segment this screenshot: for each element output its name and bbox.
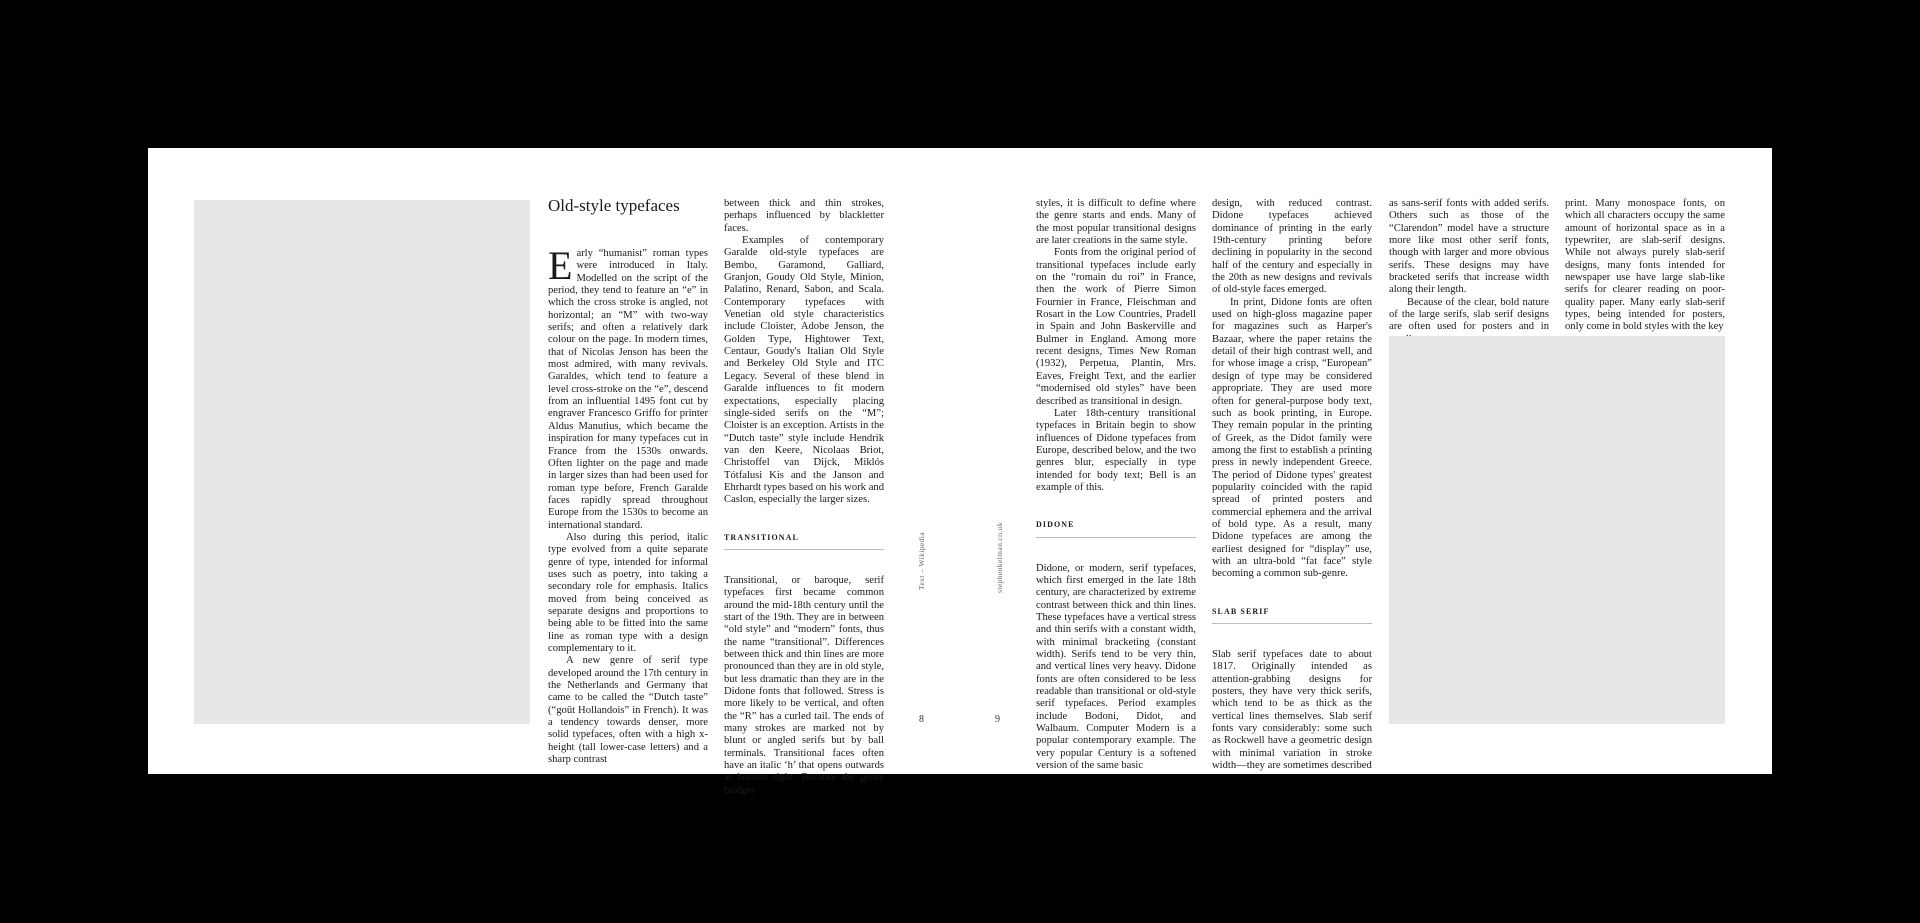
section-heading-didone: DIDONE [1036,519,1196,537]
page-number-left: 8 [919,714,924,725]
paragraph: Examples of contemporary Garalde old-style typefaces are Bembo, Garamond, Galliard, Granjon, Goudy Old Style, Minion, Palatino, Renard, Sabon, and Scala. Contemporary typefaces with Venetian old style characteristics include Cloister, Adobe Jenson, the Golden Type, Hightower Text, Centaur, Goudy's Italian Old Style and Berkeley Old Style and ITC Legacy. Several of these blend in Garalde influences to fit modern expectations, especially placing single-sided serifs on the “M”; Cloister is an exception. Artists in the “Dutch taste” style include Hendrik van den Keere, Nicolaas Briot, Christoffel van Dijck, Miklós Tótfalusi Kis and the Janson and Ehrhardt types based on his work and Caslon, especially the larger sizes. [724,235,884,506]
spine-note-left: Text – Wikipedia [917,532,926,590]
paragraph: Fonts from the original period of transitional typefaces include early on the “romain du roi” in France, then the work of Pierre Simon Fournier in France, Fleischman and Rosart in the Low Countries, Pradell in Spain and John Baskerville and Bulmer in England. Among more recent designs, Times New Roman (1932), Perpetua, Plantin, Mrs. Eaves, Freight Text, and the earlier “modernised old styles” have been described as transitional in design. [1036,247,1196,407]
paragraph: design, with reduced contrast. Didone typefaces achieved dominance of printing in the early 19th-century printing before declining in popularity in the second half of the century and especially in the 20th as new designs and revivals of old-style faces emerged. [1212,198,1372,296]
text-column-1 [548,243,708,766]
paragraph: styles, it is difficult to define where the genre starts and ends. Many of the most popular transitional designs are later creations in the same style. [1036,198,1196,247]
paragraph: print. Many monospace fonts, on which all characters occupy the same amount of horizontal space as in a typewriter, are slab-serif designs. While not always purely slab-serif designs, many fonts intended for newspaper use have large slab-like serifs for clearer reading on poor-quality paper. Many early slab-serif types, being intended for posters, only come in bold styles with the key [1565,198,1725,333]
paragraph-2: Also during this period, italic type evolved from a quite separate genre of type, intended for informal uses such as poetry, into taking a secondary role for emphasis. Italics moved from being conceived as separate designs and proportions to being able to be fitted into the same line as roman type with a design complementary to it. [548,531,708,654]
drop-cap: E [548,243,573,288]
text-column-5 [1389,198,1549,346]
paragraph: Later 18th-century transitional typefaces in Britain begin to show influences of Didone typefaces from Europe, described below, and the two genres blur, especially in type intended for body text; Bell is an example of this. [1036,407,1196,493]
book-spread [148,148,1772,796]
text-column-3 [1036,198,1196,772]
image-placeholder-right [1389,336,1725,724]
text-column-6 [1565,198,1725,334]
spine-note-right: stephenkelman.co.uk [995,522,1004,593]
image-placeholder-left [194,200,530,724]
text-column-2 [724,198,884,797]
paragraph: as sans-serif fonts with added serifs. Others such as those of the “Clarendon” model have a structure more like most other serif fonts, though with larger and more obvious serifs. These designs may have bracketed serifs that increase width along their length. [1389,198,1549,296]
paragraph: Transitional, or baroque, serif typefaces first became common around the mid-18th century until the start of the 19th. They are in between “old style” and “modern” fonts, thus the name “transitional”. Differences between thick and thin lines are more pronounced than they are in old style, but less dramatic than they are in the Didone fonts that followed. Stress is more likely to be vertical, and often the “R” has a curled tail. The ends of many strokes are marked not by blunt or angled serifs but by ball terminals. Transitional faces often have an italic ‘h’ that opens outwards at bottom right. Because the genre bridges [724,574,884,796]
section-heading-slab-serif: SLAB SERIF [1212,606,1372,624]
paragraph-3: A new genre of serif type developed around the 17th century in the Netherlands and Germany that came to be called the “Dutch taste” (“goût Hollandois” in French). It was a tendency towards denser, more solid typefaces, often with a high x-height (tall lower-case letters) and a sharp contrast [548,655,708,766]
text-column-4 [1212,198,1372,772]
paragraph: Didone, or modern, serif typefaces, which first emerged in the late 18th century, are characterized by extreme contrast between thick and thin lines. These typefaces have a vertical stress and thin serifs with a constant width, with minimal bracketing (constant width). Serifs tend to be very thin, and vertical lines very heavy. Didone fonts are often considered to be less readable than transitional or old-style serif typefaces. Period examples include Bodoni, Didot, and Walbaum. Computer Modern is a popular contemporary example. The very popular Century is a softened version of the same basic [1036,562,1196,772]
section-heading-transitional: TRANSITIONAL [724,532,884,550]
page-number-right: 9 [995,714,1000,725]
paragraph-1: Early “humanist” roman types were introduced in Italy. Modelled on the script of the period, they tend to feature an “e” in which the cross stroke is angled, not horizontal; an “M” with two-way serifs; and often a relatively dark colour on the page. In modern times, that of Nicolas Jenson has been the most admired, with many revivals. Garaldes, which tend to feature a level cross-stroke on the “e”, descend from an influential 1495 font cut by engraver Francesco Griffo for printer Aldus Manutius, which became the inspiration for many typefaces cut in France from the 1530s onwards. Often lighter on the page and made in larger sizes than had been used for roman type before, French Garalde faces rapidly spread throughout Europe from the 1530s to become an international standard. [548,243,708,531]
paragraph: between thick and thin strokes, perhaps influenced by blackletter faces. [724,198,884,234]
paragraph: Slab serif typefaces date to about 1817. Originally intended as attention-grabbing designs for posters, they have very thick serifs, which tend to be as thick as the vertical lines themselves. Slab serif fonts vary considerably: some such as Rockwell have a geometric design with minimal variation in stroke width—they are sometimes described [1212,649,1372,772]
page-title: Old-style typefaces [548,196,680,215]
paragraph: Because of the clear, bold nature of the large serifs, slab serif designs are often used for posters and in [1389,296,1549,333]
paragraph: In print, Didone fonts are often used on high-gloss magazine paper for magazines such as Harper's Bazaar, where the paper retains the detail of their high contrast well, and for whose image a crisp, “European” design of type may be considered appropriate. They are used more often for general-purpose body text, such as book printing, in Europe. They remain popular in the printing of Greek, as the Didot family were among the first to establish a printing press in newly independent Greece. The period of Didone types' greatest popularity coincided with the rapid spread of printed posters and commercial ephemera and the arrival of bold type. As a result, many Didone typefaces are among the earliest designed for “display” use, with an ultra-bold “fat face” style becoming a common sub-genre. [1212,296,1372,580]
